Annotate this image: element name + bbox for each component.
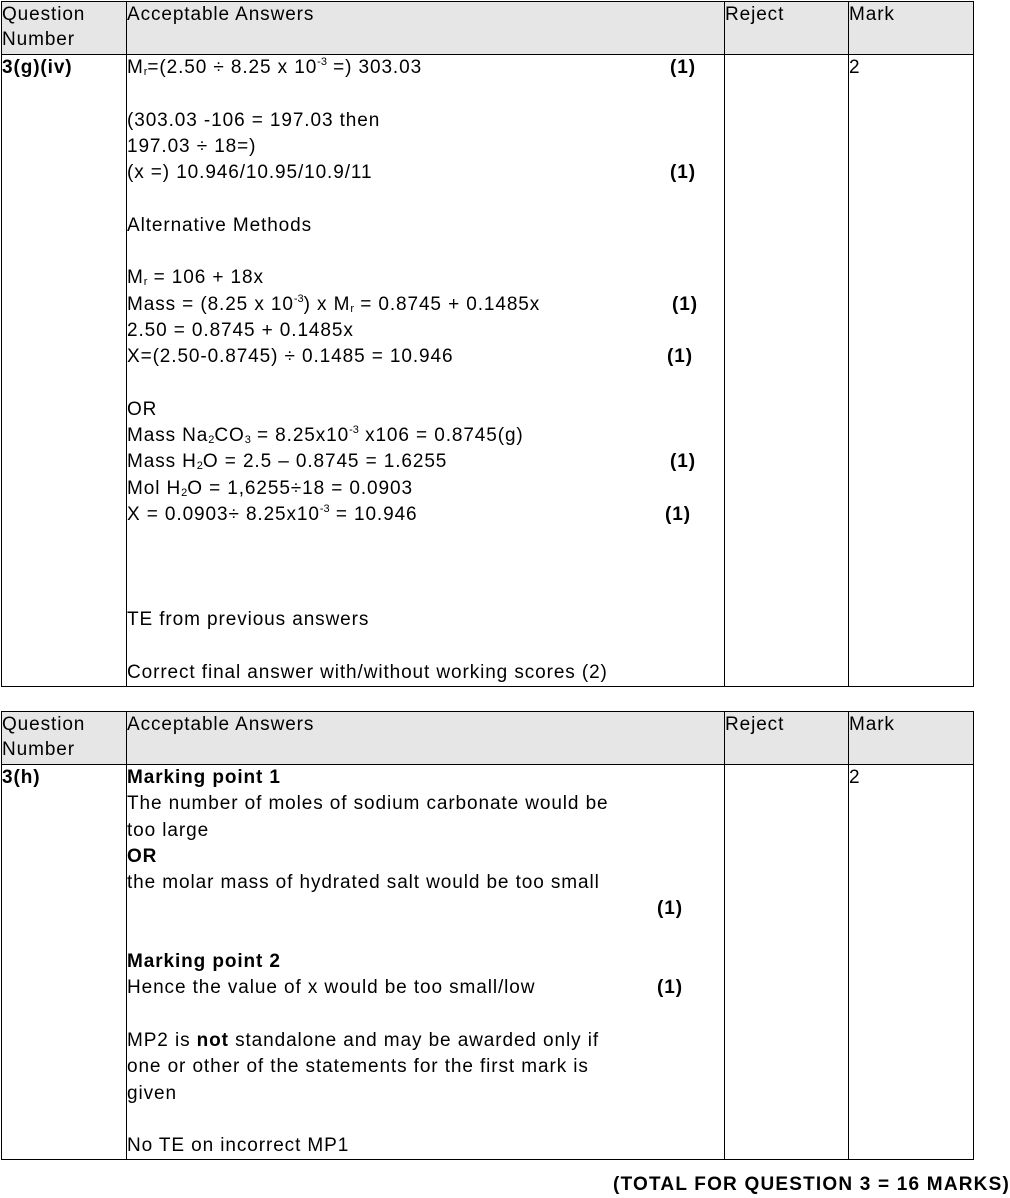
mark-scheme-table-3h — [1, 711, 974, 1160]
answer-line: Alternative Methods — [127, 214, 313, 236]
answer-line: one or other of the statements for the first mark is — [127, 1056, 589, 1078]
header-acceptable-answers: Acceptable Answers — [127, 712, 725, 765]
header-question-number: Question Number — [2, 712, 127, 765]
table-header-row — [2, 712, 974, 765]
answer-line: Mass = (8.25 x $10^{-3}$) x $M_r = 0.8745 + 0.1485x$ (1) — [127, 292, 724, 318]
answer-line: the molar mass of hydrated salt would be too small — [127, 872, 600, 894]
mark-value: 2 — [849, 55, 974, 687]
mark-value: 2 — [849, 765, 974, 1160]
answer-line: Mol $H_2O = 1,6255\div 18 = 0.0903$ — [127, 477, 413, 499]
answer-line — [127, 896, 724, 922]
answer-line: (x =) 10.946/10.95/10.9/11 (1) — [127, 160, 724, 186]
table-row — [2, 765, 974, 1160]
header-question-number: Question Number — [2, 2, 127, 55]
table-header-row — [2, 2, 974, 55]
marking-point-title: Marking point 2 — [127, 951, 281, 973]
question-number: 3(h) — [2, 765, 127, 1160]
acceptable-answers — [127, 55, 725, 687]
header-mark: Mark — [849, 2, 974, 55]
acceptable-answers — [127, 765, 725, 1160]
mark-allocation: (1) — [670, 57, 696, 78]
answer-line: $M_r = 106 + 18x$ — [127, 267, 264, 289]
answer-line: $X = 0.0903\div 8.25x10^{-3} = 10.946$ (1) — [127, 502, 724, 528]
table-row — [2, 55, 974, 687]
answer-line: Hence the value of x would be too small/low (1) — [127, 975, 724, 1001]
header-mark: Mark — [849, 712, 974, 765]
answer-line: Mass $H_2O = 2.5 - 0.8745 = 1.6255$ (1) — [127, 449, 724, 475]
answer-line: MP2 is not standalone and may be awarded only if — [127, 1029, 599, 1051]
answer-line: The number of moles of sodium carbonate would be — [127, 793, 609, 815]
answer-line: (303.03 -106 = 197.03 then — [127, 109, 381, 131]
answer-line: $M_r=(2.50 \div 8.25$ x $10^{-3}$ =) 303.03 (1) — [127, 55, 724, 81]
answer-line: 2.50 = 0.8745 + 0.1485x — [127, 319, 354, 341]
header-reject: Reject — [725, 712, 849, 765]
mark-allocation: (1) — [667, 346, 693, 368]
question-number: 3(g)(iv) — [2, 55, 127, 687]
answer-line: TE from previous answers — [127, 609, 370, 631]
mark-allocation: (1) — [657, 898, 683, 920]
answer-line: given — [127, 1082, 177, 1104]
question-total: (TOTAL FOR QUESTION 3 = 16 MARKS) — [613, 1174, 1010, 1195]
mark-allocation: (1) — [670, 162, 696, 184]
header-reject: Reject — [725, 2, 849, 55]
mark-allocation: (1) — [670, 451, 696, 473]
reject-cell — [725, 55, 849, 687]
mark-allocation: (1) — [672, 293, 698, 315]
answer-line: Mass $Na_2CO_3 = 8.25x10^{-3}$ x106 = 0.8745(g) — [127, 424, 524, 447]
mark-scheme-table-3g-iv — [1, 1, 974, 687]
answer-line: 197.03 ÷ 18=) — [127, 135, 257, 157]
answer-line: X=(2.50-0.8745) ÷ 0.1485 = 10.946 (1) — [127, 344, 724, 370]
answer-line: Correct final answer with/without working scores (2) — [127, 661, 608, 683]
reject-cell — [725, 765, 849, 1160]
answer-line: too large — [127, 819, 210, 841]
answer-line: OR — [127, 845, 158, 867]
mark-allocation: (1) — [665, 504, 691, 526]
header-acceptable-answers: Acceptable Answers — [127, 2, 725, 55]
answer-line: No TE on incorrect MP1 — [127, 1135, 350, 1157]
marking-point-title: Marking point 1 — [127, 767, 281, 788]
mark-allocation: (1) — [657, 977, 683, 999]
answer-line: OR — [127, 398, 158, 420]
